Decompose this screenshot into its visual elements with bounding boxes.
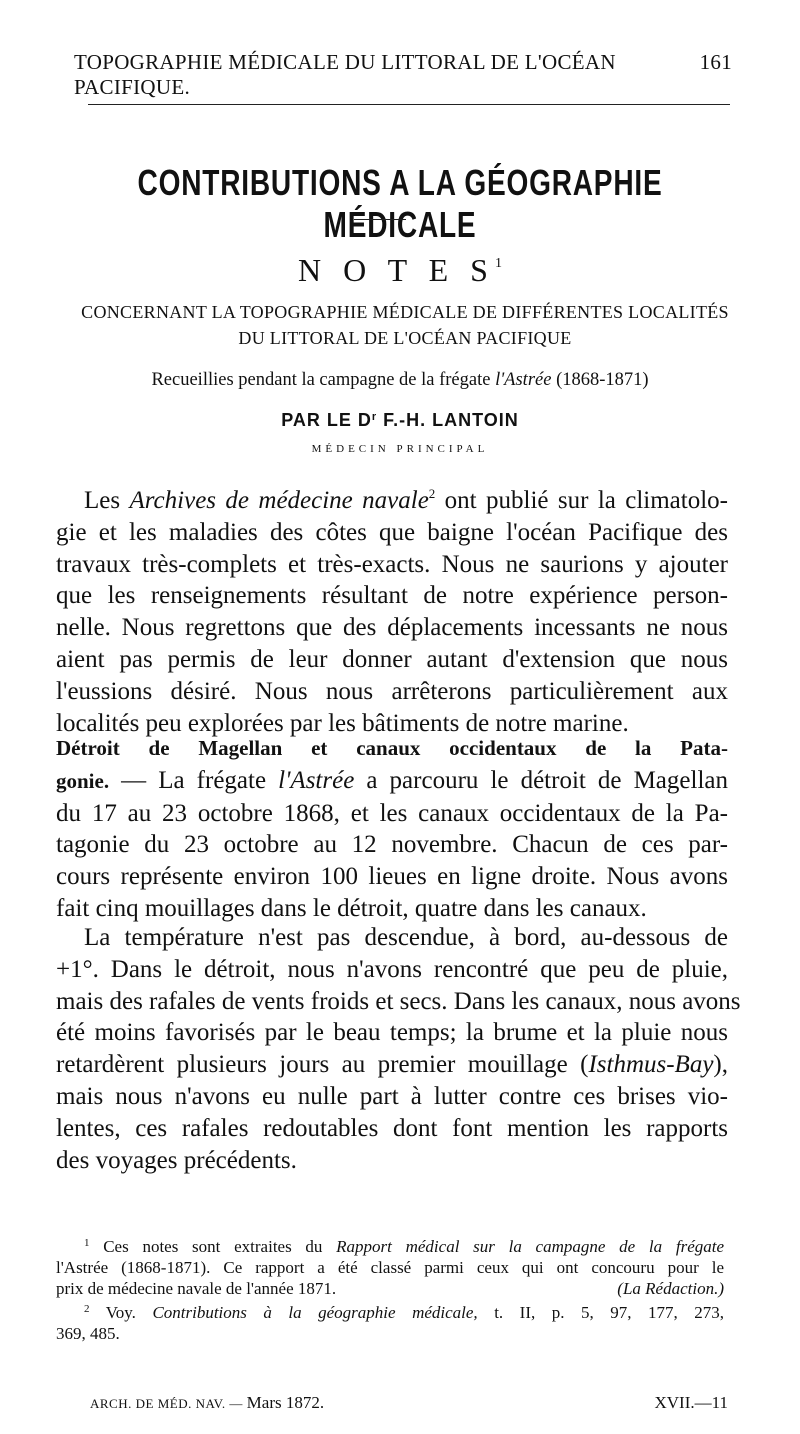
ship-name: l'Astrée [278, 766, 355, 794]
text-line: été moins favorisés par le beau temps; la brume et la pluie nous [56, 1019, 728, 1047]
text-line: du 17 au 23 octobre 1868, et les canaux occidentaux de la Pa- [56, 799, 728, 827]
notes-word: N O T E S [298, 252, 495, 288]
heading-text: Détroit de Magellan et canaux occidentaux de la Pata- [56, 736, 728, 760]
signature-mark: XVII.—11 [654, 1393, 728, 1412]
subtitle-line-1: CONCERNANT LA TOPOGRAPHIE MÉDICALE DE DIFFÉRENTES LOCALITÉS [81, 302, 729, 322]
page-number: 161 [699, 50, 732, 74]
text-span: Les [84, 487, 130, 514]
text-span: t. II, p. 5, 97, 177, 273, [477, 1303, 724, 1322]
campaign-line [0, 370, 800, 391]
author-line [0, 410, 800, 431]
text-line: localités peu explorées par les bâtiments de notre marine. [56, 709, 629, 737]
text-line: gie et les maladies des côtes que baigne l'océan Pacifique des [56, 518, 728, 546]
text-line: mais des rafales de vents froids et secs. Dans les canaux, nous avons [56, 987, 741, 1015]
footnote-ref: 2 [428, 486, 436, 501]
notes-heading [0, 252, 800, 289]
text-span: a parcouru le détroit de Magellan [354, 766, 728, 794]
text-span: Voy. [89, 1303, 153, 1322]
journal-abbrev: ARCH. DE MÉD. NAV. — [90, 1396, 247, 1411]
campaign-prefix: Recueillies pendant la campagne de la frégate [151, 370, 496, 390]
notes-footnote-ref: 1 [494, 256, 502, 271]
text-line: que les renseignements résultant de notre expérience person- [56, 582, 728, 610]
running-header [74, 50, 732, 100]
reference-title: Contributions à la géographie médicale, [152, 1303, 478, 1322]
author-role: MÉDECIN PRINCIPAL [311, 443, 489, 455]
author-name: F.-H. LANTOIN [377, 410, 519, 430]
text-line: l'eussions désiré. Nous nous arrêterons particulièrement aux [56, 677, 728, 705]
place-name: Isthmus-Bay [588, 1051, 714, 1079]
text-line: aient pas permis de leur donner autant d'extension que nous [56, 645, 728, 673]
running-title: TOPOGRAPHIE MÉDICALE DU LITTORAL DE L'OCÉAN PACIFIQUE. [74, 50, 616, 99]
report-title: Rapport médical sur la campagne de la frégate [336, 1237, 725, 1256]
text-span: prix de médecine navale de l'année 1871. [56, 1279, 337, 1298]
article-title: CONTRIBUTIONS A LA GÉOGRAPHIE MÉDICALE [137, 162, 663, 245]
text-span: — La frégate [109, 766, 279, 794]
footnote-1-line: l'Astrée (1868-1871). Ce rapport a été classé parmi ceux qui ont concouru pour le [56, 1258, 724, 1277]
footnote-1-line [56, 1233, 724, 1257]
text-line [56, 1049, 728, 1081]
header-rule [88, 104, 730, 105]
text-line [56, 478, 728, 517]
ship-name: l'Astrée [495, 370, 552, 390]
footer-journal [90, 1393, 324, 1413]
text-span: ont publié sur la climatolo- [435, 487, 728, 514]
author-prefix: PAR LE D [281, 410, 372, 430]
text-span: ), [713, 1051, 728, 1079]
text-line: lentes, ces rafales redoutables dont font mention les rapports [56, 1114, 728, 1142]
issue-date: Mars 1872. [246, 1393, 325, 1412]
text-line: nelle. Nous regrettons que des déplacements incessants ne nous [56, 614, 728, 642]
paragraph-temperature [56, 922, 741, 1176]
text-line: des voyages précédents. [56, 1146, 297, 1174]
text-line: travaux très-complets et très-exacts. Nous ne saurions y ajouter [56, 550, 728, 578]
section-heading [56, 732, 728, 765]
editorial-tag: (La Rédaction.) [617, 1279, 724, 1298]
text-line: La température n'est pas descendue, à bord, au-dessous de [84, 924, 728, 951]
text-line: mais nous n'avons eu nulle part à lutter contre ces brises vio- [56, 1082, 728, 1110]
footnote-2-line [56, 1299, 724, 1323]
text-line: tagonie du 23 octobre au 12 novembre. Chacun de ces par- [56, 831, 728, 859]
text-line: cours représente environ 100 lieues en ligne droite. Nous avons [56, 863, 728, 891]
subtitle-line-2: DU LITTORAL DE L'OCÉAN PACIFIQUE [238, 328, 572, 348]
title-rule [354, 219, 406, 220]
campaign-years: (1868-1871) [551, 370, 649, 390]
page-footer [90, 1393, 728, 1413]
footnotes [56, 1233, 724, 1344]
text-line: fait cinq mouillages dans le détroit, quatre dans les canaux. [56, 894, 647, 922]
text-line [56, 765, 728, 798]
heading-text-end: gonie. [56, 768, 110, 793]
text-line: +1°. Dans le détroit, nous n'avons rencontré que peu de pluie, [56, 955, 728, 983]
author-title-sup: r [371, 411, 378, 423]
paragraph-magellan [56, 732, 728, 925]
journal-title: Archives de médecine navale [129, 487, 429, 514]
footnote-2-line: 369, 485. [56, 1324, 120, 1343]
footnote-number: 1 [84, 1237, 90, 1249]
text-span: retardèrent plusieurs jours au premier mouillage ( [56, 1051, 589, 1079]
footnote-number: 2 [84, 1303, 90, 1315]
paragraph-intro [56, 478, 728, 739]
footnote-1-line [56, 1278, 724, 1299]
text-span: Ces notes sont extraites du [89, 1237, 337, 1256]
